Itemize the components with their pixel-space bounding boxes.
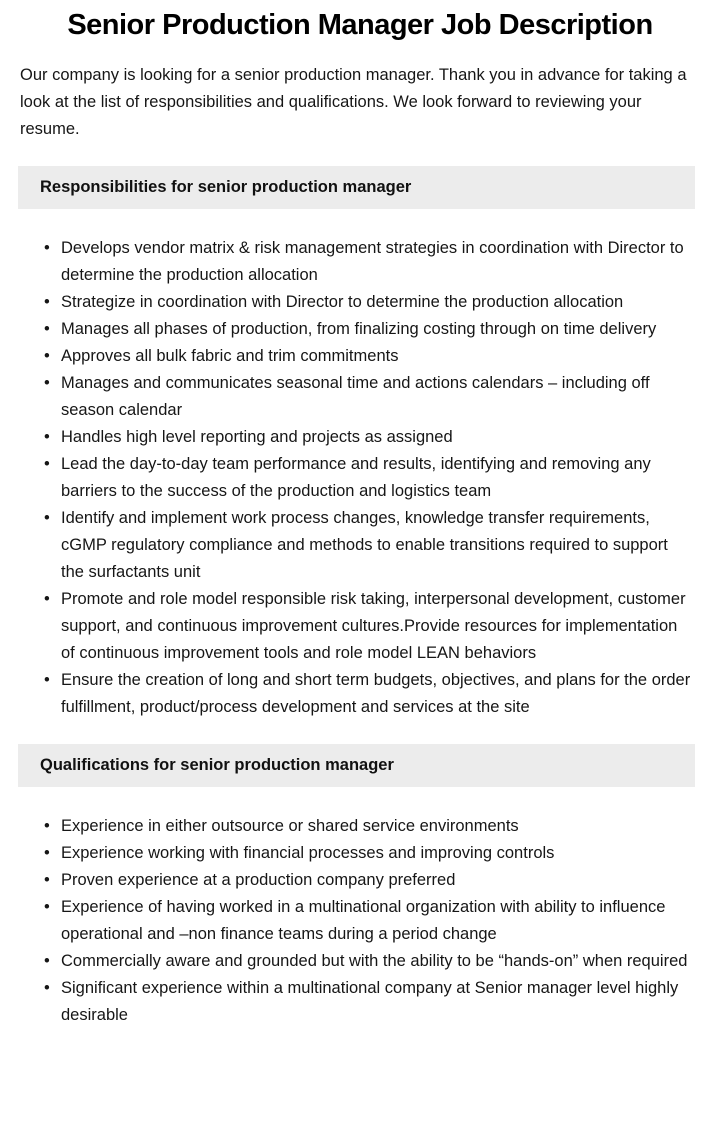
responsibilities-section-header: Responsibilities for senior production manager	[18, 166, 695, 209]
qualifications-list	[0, 813, 700, 1029]
list-item: • Manages all phases of production, from finalizing costing through on time delivery	[61, 316, 692, 343]
list-item: • Experience in either outsource or shared service environments	[61, 813, 692, 840]
bottom-spacer	[0, 1029, 720, 1061]
list-item: • Handles high level reporting and projects as assigned	[61, 424, 692, 451]
list-item: • Approves all bulk fabric and trim commitments	[61, 343, 692, 370]
list-item: • Develops vendor matrix & risk management strategies in coordination with Director to determine the production allocation	[61, 235, 692, 289]
list-item: • Ensure the creation of long and short term budgets, objectives, and plans for the order fulfillment, product/process development and services at the site	[61, 667, 692, 721]
list-item: • Proven experience at a production company preferred	[61, 867, 692, 894]
responsibilities-list	[0, 235, 700, 721]
list-item: • Experience working with financial processes and improving controls	[61, 840, 692, 867]
list-item: • Commercially aware and grounded but with the ability to be “hands-on” when required	[61, 948, 692, 975]
page-title: Senior Production Manager Job Description	[67, 9, 653, 41]
list-item: • Promote and role model responsible risk taking, interpersonal development, customer support, and continuous improvement cultures.Provide resources for implementation of continuous improvement tools and role model LEAN behaviors	[61, 586, 692, 667]
list-item: • Identify and implement work process changes, knowledge transfer requirements, cGMP regulatory compliance and methods to enable transitions required to support the surfactants unit	[61, 505, 692, 586]
list-item: • Significant experience within a multinational company at Senior manager level highly desirable	[61, 975, 692, 1029]
list-item: • Manages and communicates seasonal time and actions calendars – including off season calendar	[61, 370, 692, 424]
qualifications-section-header: Qualifications for senior production manager	[18, 744, 695, 787]
list-item: • Lead the day-to-day team performance and results, identifying and removing any barriers to the success of the production and logistics team	[61, 451, 692, 505]
intro-paragraph: Our company is looking for a senior production manager. Thank you in advance for taking a look at the list of responsibilities and qualifications. We look forward to reviewing your resume.	[20, 66, 687, 138]
list-item: • Strategize in coordination with Director to determine the production allocation	[61, 289, 692, 316]
list-item: • Experience of having worked in a multinational organization with ability to influence operational and –non finance teams during a period change	[61, 894, 692, 948]
